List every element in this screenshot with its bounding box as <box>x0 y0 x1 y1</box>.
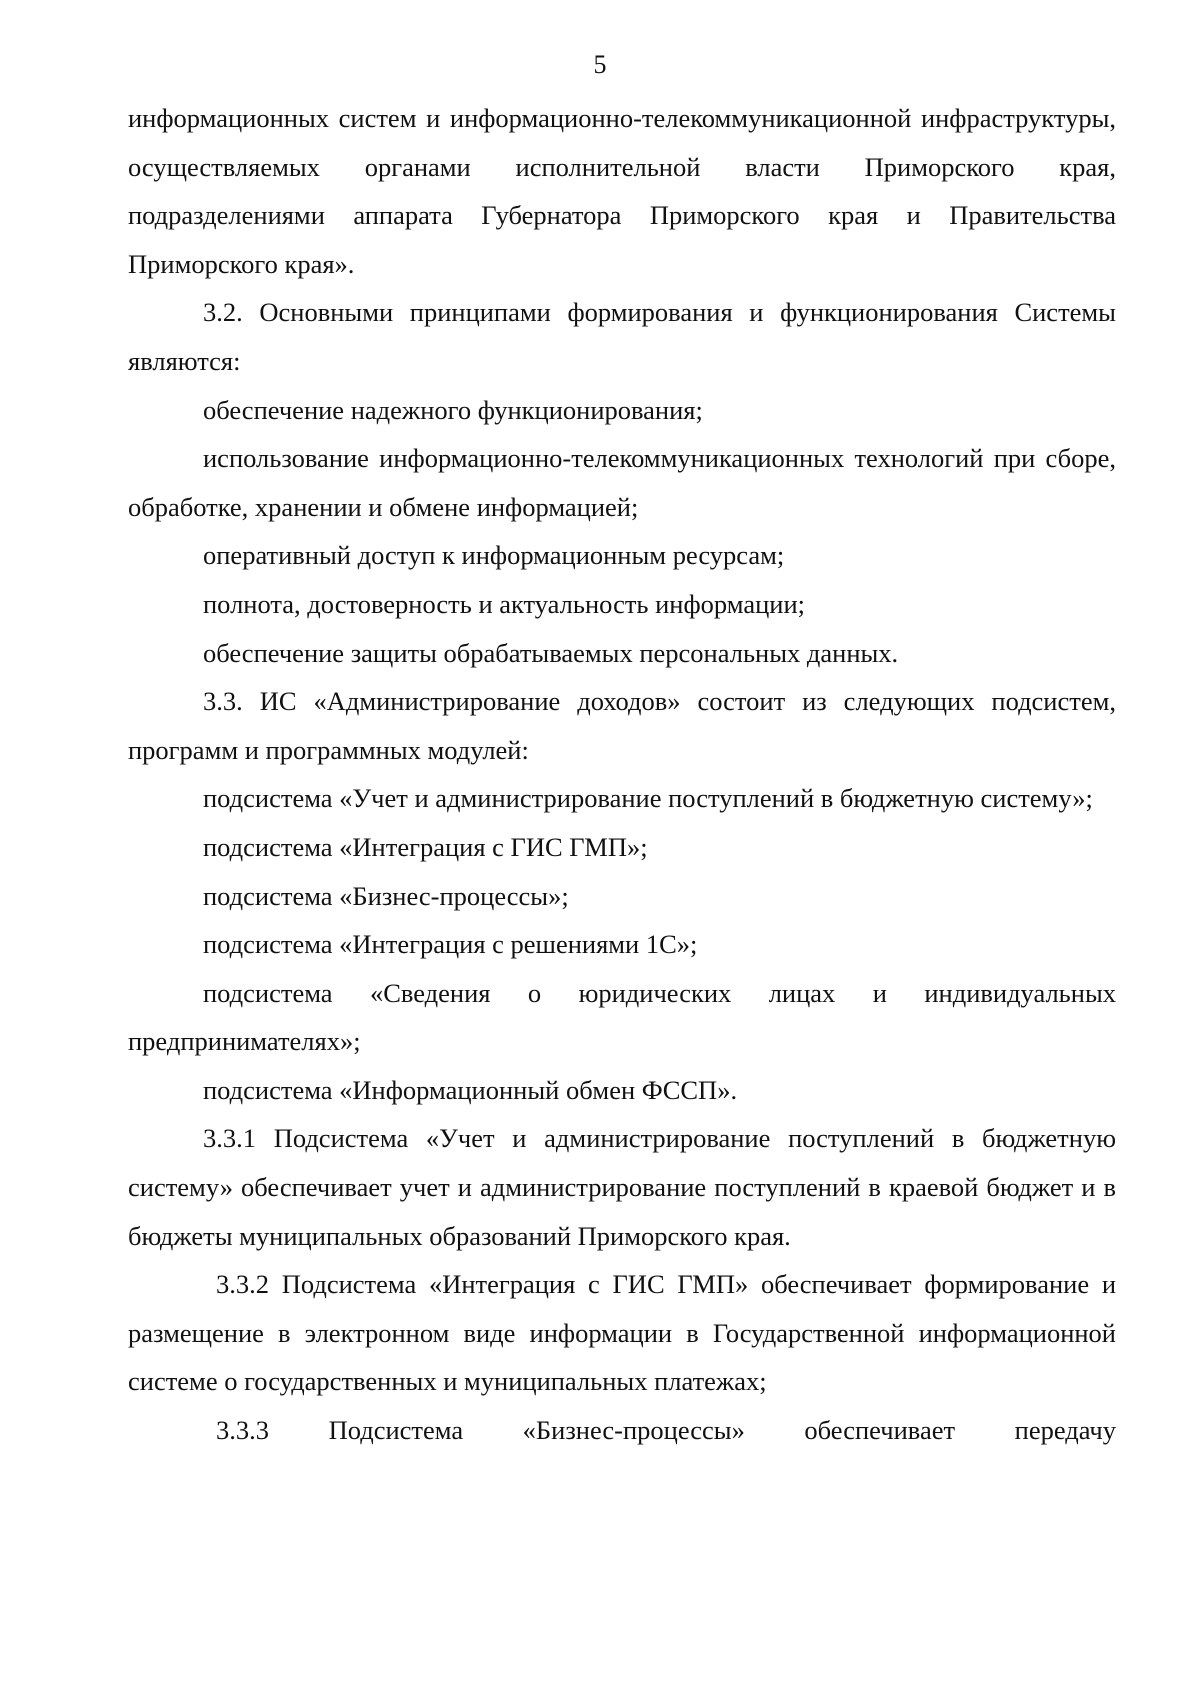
list-item-subsystem-business-processes: подсистема «Бизнес-процессы»; <box>203 880 569 911</box>
list-item-subsystem-1c: подсистема «Интеграция с решениями 1С»; <box>203 929 698 960</box>
paragraph-3-3-1: 3.3.1 Подсистема «Учет и администрирование поступлений в бюджетную систему» обеспечивает учет и администрирование поступлений в краевой бюджет и в бюджеты муниципальных образований Приморского края. <box>128 1123 1116 1251</box>
list-item-operational-access: оперативный доступ к информационным ресурсам; <box>203 540 785 571</box>
list-item-subsystem-accounting: подсистема «Учет и администрирование поступлений в бюджетную систему»; <box>203 783 1093 814</box>
page-number: 5 <box>593 50 607 79</box>
paragraph-continuation: информационных систем и информационно-телекоммуникационной инфраструктуры, осуществляемых органами исполнительной власти Приморского края, подразделениями аппарата Губернатора Приморского края и Правительства Приморского края». <box>128 103 1116 279</box>
paragraph-3-3-2: 3.3.2 Подсистема «Интеграция с ГИС ГМП» обеспечивает формирование и размещение в электронном виде информации в Государственной информационной системе о государственных и муниципальных платежах; <box>128 1269 1116 1397</box>
list-item-ict-usage: использование информационно-телекоммуникационных технологий при сборе, обработке, хранении и обмене информацией; <box>128 443 1116 522</box>
list-item-subsystem-legal-entities: подсистема «Сведения о юридических лицах и индивидуальных предпринимателях»; <box>128 977 1116 1057</box>
list-item-information-quality: полнота, достоверность и актуальность информации; <box>203 588 806 619</box>
paragraph-3-2-principles: 3.2. Основными принципами формирования и функционирования Системы являются: <box>128 297 1116 376</box>
list-item-subsystem-fssp: подсистема «Информационный обмен ФССП». <box>203 1074 738 1105</box>
list-item-reliable-functioning: обеспечение надежного функционирования; <box>203 394 703 425</box>
paragraph-3-3-3: 3.3.3 Подсистема «Бизнес-процессы» обеспечивает передачу <box>216 1415 1116 1446</box>
document-body <box>128 94 1116 1455</box>
paragraph-3-3-composition: 3.3. ИС «Администрирование доходов» состоит из следующих подсистем, программ и программных модулей: <box>128 686 1116 765</box>
list-item-subsystem-gis-gmp: подсистема «Интеграция с ГИС ГМП»; <box>203 831 648 862</box>
list-item-data-protection: обеспечение защиты обрабатываемых персональных данных. <box>203 637 899 668</box>
